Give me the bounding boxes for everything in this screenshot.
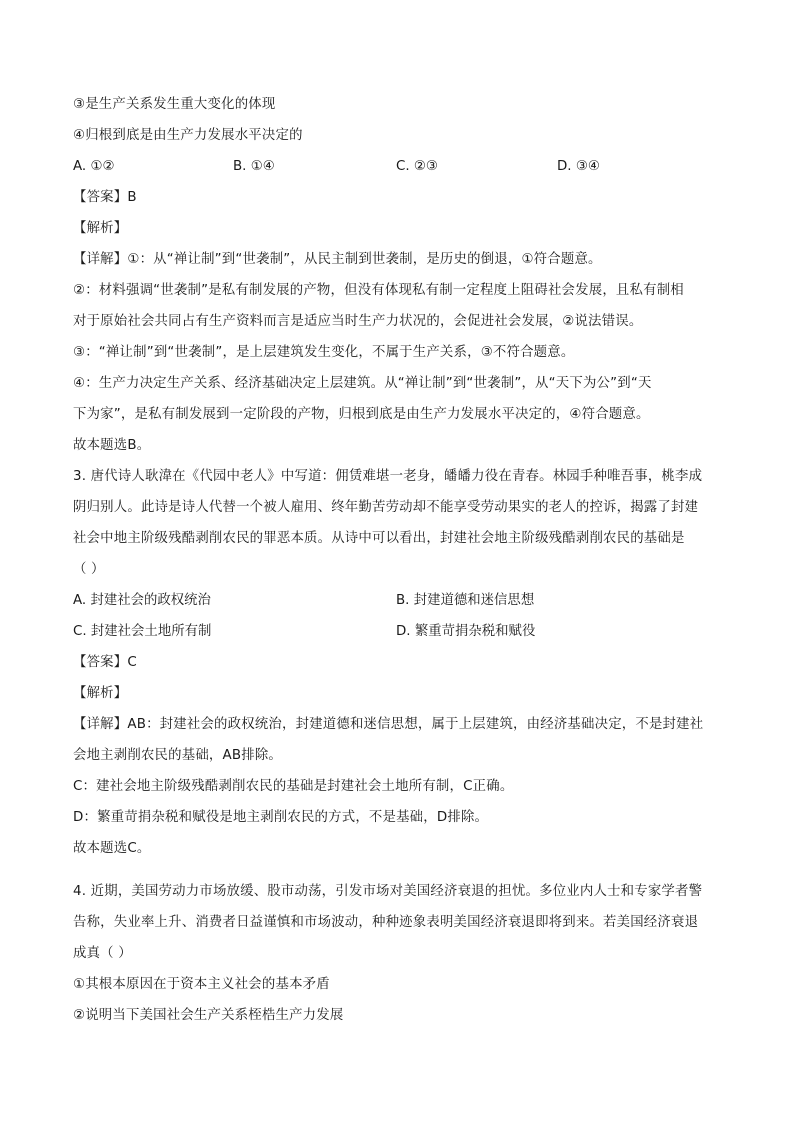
q4-stem-line: 告称，失业率上升、消费者日益谨慎和市场波动，种种迹象表明美国经济衰退即将到来。若美国经济衰退 [73,915,699,930]
q3-stem-line: 3. 唐代诗人耿湋在《代园中老人》中写道：佣赁难堪一老身，皤皤力役在青春。林园手种唯吾事，桃李成 [73,469,703,484]
q2-option-a: A. ①② [73,159,115,174]
q2-detail-line: ②：材料强调“世袭制”是私有制发展的产物，但没有体现私有制一定程度上阻碍社会发展，且私有制相 [73,283,684,298]
q4-statement-1: ①其根本原因在于资本主义社会的基本矛盾 [73,977,330,992]
q3-stem-blank: （ ） [73,562,105,577]
q3-option-d: D. 繁重苛捐杂税和赋役 [396,624,536,639]
q2-detail-line: 对于原始社会共同占有生产资料而言是适应当时生产力状况的，会促进社会发展，②说法错误。 [73,314,643,329]
q4-statement-2: ②说明当下美国社会生产关系桎梏生产力发展 [73,1008,344,1023]
q2-answer: 【答案】B [73,190,137,205]
q2-conclusion: 故本题选B。 [73,438,151,453]
q3-detail-line: 会地主剥削农民的基础，AB排除。 [73,748,283,763]
q3-analysis-heading: 【解析】 [73,686,128,701]
q3-option-a: A. 封建社会的政权统治 [73,593,211,608]
q2-option-c: C. ②③ [396,159,438,174]
q2-detail-line: 下为家”，是私有制发展到一定阶段的产物，归根到底是由生产力发展水平决定的，④符合题意。 [73,407,650,422]
q3-conclusion: 故本题选C。 [73,841,151,856]
q2-option-b: B. ①④ [233,159,275,174]
q4-stem-line: 4. 近期，美国劳动力市场放缓、股市动荡，引发市场对美国经济衰退的担忧。多位业内人士和专家学者警 [73,884,703,899]
q3-detail-line: C：建社会地主阶级残酷剥削农民的基础是封建社会土地所有制，C正确。 [73,779,514,794]
q2-option-d: D. ③④ [557,159,600,174]
q2-detail-line: ③：“禅让制”到“世袭制”，是上层建筑发生变化，不属于生产关系，③不符合题意。 [73,345,575,360]
q2-analysis-heading: 【解析】 [73,221,128,236]
q2-detail-line: ④：生产力决定生产关系、经济基础决定上层建筑。从“禅让制”到“世袭制”，从“天下为公”到“天 [73,376,652,391]
q3-answer: 【答案】C [73,655,137,670]
q2-statement-4: ④归根到底是由生产力发展水平决定的 [73,128,303,143]
q3-option-b: B. 封建道德和迷信思想 [396,593,535,608]
q3-option-c: C. 封建社会土地所有制 [73,624,212,639]
q2-statement-3: ③是生产关系发生重大变化的体现 [73,97,276,112]
q3-detail-line: 【详解】AB：封建社会的政权统治，封建道德和迷信思想，属于上层建筑，由经济基础决定，不是封建社 [73,717,704,732]
q3-stem-line: 阴归别人。此诗是诗人代替一个被人雇用、终年勤苦劳动却不能享受劳动果实的老人的控诉，揭露了封建 [73,500,699,515]
q3-stem-line: 社会中地主阶级残酷剥削农民的罪恶本质。从诗中可以看出，封建社会地主阶级残酷剥削农民的基础是 [73,531,685,546]
q4-stem-blank: 成真（ ） [73,946,132,961]
q3-detail-line: D：繁重苛捐杂税和赋役是地主剥削农民的方式，不是基础，D排除。 [73,810,489,825]
q2-detail-line: 【详解】①：从“禅让制”到“世袭制”，从民主制到世袭制，是历史的倒退，①符合题意。 [73,252,602,267]
